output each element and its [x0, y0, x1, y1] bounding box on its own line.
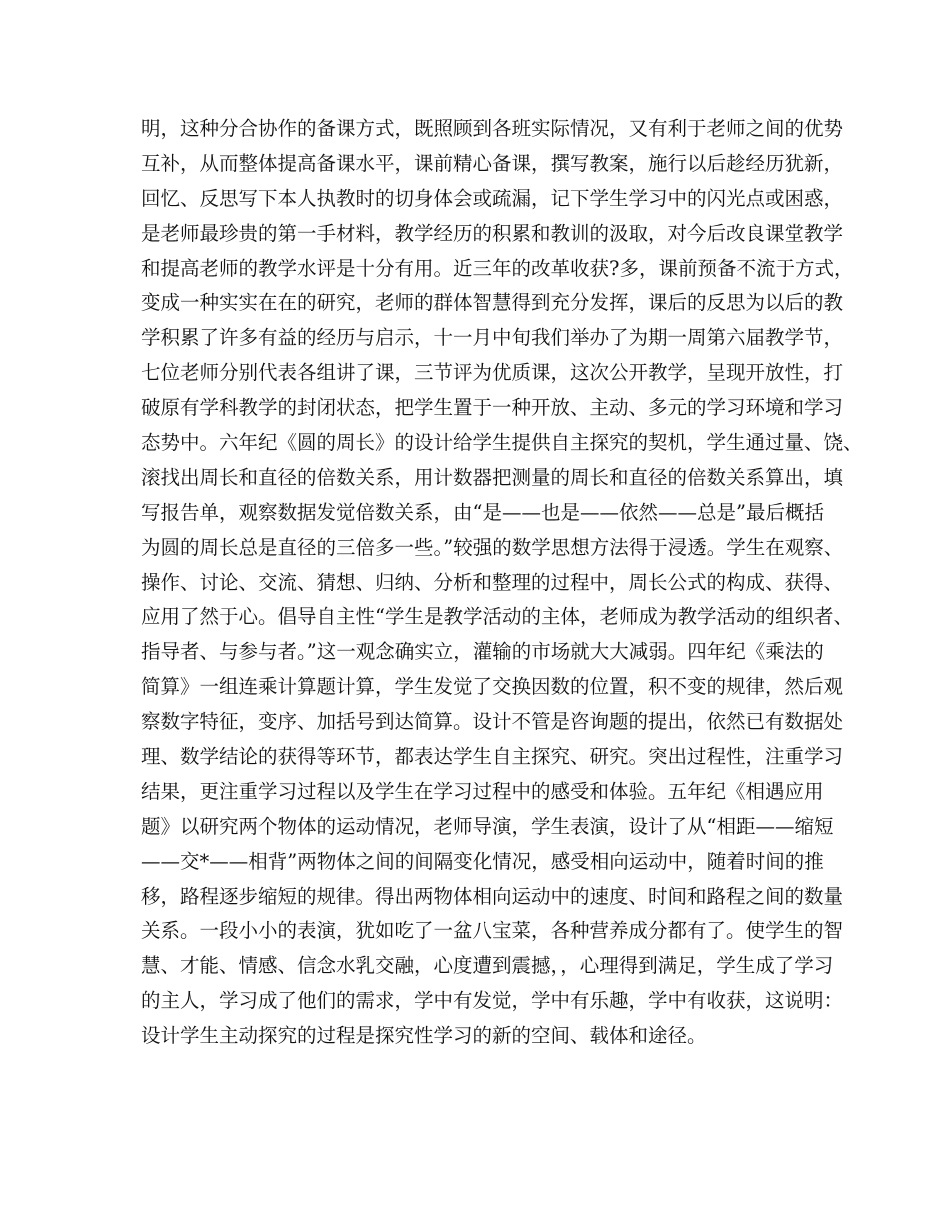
text-line: 是老师最珍贵的第一手材料，教学经历的积累和教训的汲取，对今后改良课堂教学 [141, 221, 844, 245]
text-line: 察数字特征，变序、加括号到达简算。设计不管是咨询题的提出，依然已有数据处 [141, 710, 844, 734]
text-line: 明，这种分合协作的备课方式，既照顾到各班实际情况，又有利于老师之间的优势 [141, 117, 844, 140]
text-line: 理、数学结论的获得等环节，都表达学生自主探究、研究。突出过程性，注重学习 [141, 745, 844, 769]
text-line: 简算》一组连乘计算题计算，学生发觉了交换因数的位置，积不变的规律，然后观 [141, 675, 844, 699]
text-line: 破原有学科教学的封闭状态，把学生置于一种开放、主动、多元的学习环境和学习 [141, 396, 844, 420]
text-line: 设计学生主动探究的过程是探究性学习的新的空间、载体和途径。 [141, 1024, 707, 1048]
text-line: 指导者、与参与者。”这一观念确实立，灌输的市场就大大减弱。四年纪《乘法的 [141, 640, 824, 664]
text-line: 结果，更注重学习过程以及学生在学习过程中的感受和体验。五年纪《相遇应用 [141, 779, 824, 803]
text-line: ——交*——相背”两物体之间的间隔变化情况，感受相向运动中，随着时间的推 [141, 849, 824, 873]
text-line: 滚找出周长和直径的倍数关系，用计数器把测量的周长和直径的倍数关系算出，填 [141, 465, 844, 489]
text-line: 写报告单，观察数据发觉倍数关系，由“是——也是——依然——总是”最后概括 [141, 500, 824, 524]
text-line: 移，路程逐步缩短的规律。得出两物体相向运动中的速度、时间和路程之间的数量 [141, 884, 844, 908]
text-line: 和提高老师的教学水评是十分有用。近三年的改革收获?多，课前预备不流于方式， [141, 256, 854, 280]
text-line: 学积累了许多有益的经历与启示，十一月中旬我们举办了为期一周第六届教学节， [141, 326, 844, 350]
text-line: 回忆、反思写下本人执教时的切身体会或疏漏，记下学生学习中的闪光点或困惑， [141, 186, 844, 210]
text-line: 慧、才能、情感、信念水乳交融，心度遭到震撼，，心理得到满足，学生成了学习 [141, 954, 834, 978]
text-line: 的主人，学习成了他们的需求，学中有发觉，学中有乐趣，学中有收获，这说明： [141, 989, 844, 1013]
text-line: 关系。一段小小的表演，犹如吃了一盆八宝菜，各种营养成分都有了。使学生的智 [141, 919, 844, 943]
text-line: 变成一种实实在在的研究，老师的群体智慧得到充分发挥，课后的反思为以后的教 [141, 291, 844, 315]
text-line: 题》以研究两个物体的运动情况，老师导演，学生表演，设计了从“相距——缩短 [141, 814, 834, 838]
text-line: 操作、讨论、交流、猜想、归纳、分析和整理的过程中，周长公式的构成、获得、 [141, 570, 844, 594]
text-line: 为圆的周长总是直径的三倍多一些。”较强的数学思想方法得于浸透。学生在观察、 [141, 535, 844, 559]
body-paragraph [141, 112, 863, 1054]
text-line: 互补，从而整体提高备课水平，课前精心备课，撰写教案，施行以后趁经历犹新， [141, 151, 844, 175]
text-line: 态势中。六年纪《圆的周长》的设计给学生提供自主探究的契机，学生通过量、饶、 [141, 431, 863, 455]
text-line: 应用了然于心。倡导自主性“学生是教学活动的主体，老师成为教学活动的组织者、 [141, 605, 853, 629]
text-line: 七位老师分别代表各组讲了课，三节评为优质课，这次公开教学，呈现开放性，打 [141, 361, 844, 385]
